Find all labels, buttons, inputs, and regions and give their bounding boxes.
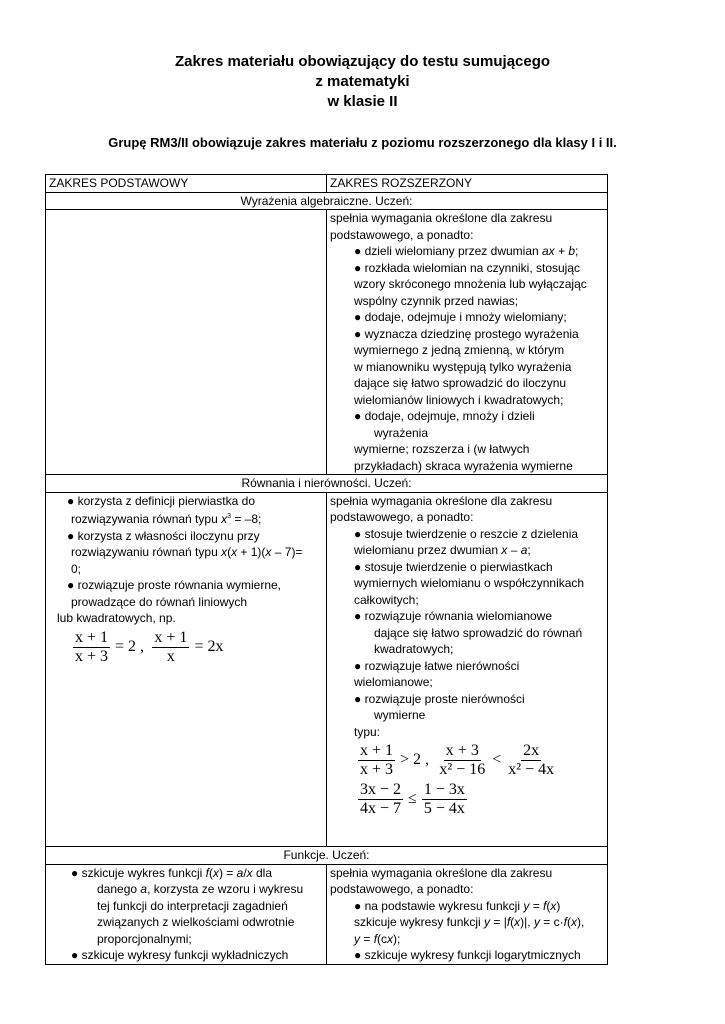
scope-table [45,174,608,965]
bullet-icon: ● [67,493,75,508]
list-item-cont: w mianowniku występują tylko wyrażenia [354,359,572,374]
intro-line: spełnia wymagania określone dla zakresu [330,865,553,880]
bullet-icon: ● [354,609,362,623]
list-item-cont: szkicuje wykresy funkcji y = |f(x)|, y = c·f(x), [354,915,585,929]
table-header-row [46,175,608,193]
intro-line: podstawowego, a ponadto: [330,510,474,524]
list-item-cont: wymiernych wielomianu o współczynnikach [354,576,585,590]
inequality-1: $\frac{x + 1}{x + 3}$ > 2 , [360,742,430,778]
table-row-equations [46,492,608,847]
list-item: ● rozwiązuje równania wielomianowe [354,609,553,623]
list-item-cont: wymierne [374,708,426,722]
bullet-icon: ● [354,526,362,541]
list-item: ● rozwiązuje proste równania wymierne, [67,578,282,592]
cell-extended-algebra [327,210,608,475]
list-item-cont: prowadzące do równań liniowych [71,594,248,609]
list-item-cont: lub kwadratowych, np. [57,611,176,625]
list-item-cont: wymierne; rozszerza i (w łatwych [354,442,530,456]
list-item: ● szkicuje wykresy funkcji wykładniczych [71,948,289,962]
list-item: ● dodaje, odejmuje i mnoży wielomiany; [354,310,567,324]
list-item: ● rozkłada wielomian na czynniki, stosując [354,260,581,275]
bullet-icon: ● [354,244,362,258]
list-item: ● wyznacza dziedzinę prostego wyrażenia [354,326,579,341]
header-extended: ZAKRES ROZSZERZONY [327,175,608,193]
list-item-cont: tej funkcji do interpretacji zagadnień [97,898,288,913]
inequality-2: $\frac{x + 3}{\text{x² − 16}}$ < $\frac{2x}{\text{x² − 4x}}$ [439,742,555,778]
bullet-icon: ● [71,865,79,880]
bullet-icon: ● [67,578,75,592]
intro-line: spełnia wymagania określone dla zakresu [330,211,553,225]
title-line-1: Zakres materiału obowiązujący do testu sumującego [174,53,551,70]
list-item-cont: wielomianowe; [354,675,433,689]
list-item-cont: rozwiązywaniu równań typu x(x + 1)(x – 7)= [71,545,303,559]
list-item-cont: proporcjonalnymi; [97,931,192,946]
list-item: ● dodaje, odejmuje, mnoży i dzieli [354,409,535,423]
bullet-icon: ● [67,528,75,543]
list-item-cont: całkowitych; [354,592,419,607]
list-item-cont: wymiernego z jedną zmienną, w którym [354,343,565,357]
list-item: ● dzieli wielomiany przez dwumian ax + b; [354,244,579,258]
cell-basic-equations [46,492,327,847]
title-line-3: w klasie II [327,93,398,110]
list-item: ● korzysta z definicji pierwiastka do [67,493,255,508]
list-item: ● stosuje twierdzenie o reszcie z dzielenia [354,526,579,541]
list-item-cont: danego a, korzysta ze wzoru i wykresu [97,882,304,896]
bullet-icon: ● [354,260,362,275]
cell-extended-equations [327,492,608,847]
section-title-equations: Równania i nierówności. Uczeń: [46,475,608,493]
equation-1: $\frac{x + 1}{x + 3}$ = 2 , [75,628,145,665]
table-row-functions [46,864,608,964]
document-title [0,52,725,112]
inequality-examples [356,742,604,779]
section-title-functions: Funkcje. Uczeń: [46,847,608,865]
list-item-cont: 0; [71,561,82,576]
bullet-icon: ● [354,691,362,706]
title-line-2: z matematyki [315,73,410,90]
bullet-icon: ● [354,409,362,423]
list-item-cont: wyrażenia [374,425,429,440]
list-item: ● rozwiązuje łatwe nierówności [354,658,520,673]
bullet-icon: ● [354,948,362,962]
list-item: ● stosuje twierdzenie o pierwiastkach [354,559,553,574]
list-item: ● szkicuje wykres funkcji f(x) = a/x dla [71,865,273,880]
list-item-cont: przykładach) skraca wyrażenia wymierne [354,458,573,473]
list-item-cont: dające się łatwo sprowadzić do iloczynu [354,376,567,390]
equation-examples [71,629,323,666]
list-item-cont: rozwiązywania równań typu $x^3 = -8$; [71,512,262,526]
list-item-cont: typu: [354,724,381,739]
bullet-icon: ● [354,898,362,913]
list-item-cont: kwadratowych; [374,642,454,656]
intro-line: podstawowego, a ponadto: [330,227,474,242]
list-item-cont: wzory skróconego mnożenia lub wyłączając [354,277,587,291]
group-note: Grupę RM3/II obowiązuje zakres materiału z poziomu rozszerzonego dla klasy I i II. [108,135,617,150]
section-title-algebra: Wyrażenia algebraiczne. Uczeń: [46,192,608,210]
equation-2: $\frac{x + 1}{x}$ = 2x [154,628,224,665]
inequality-examples [356,781,604,818]
cell-basic-functions [46,864,327,964]
list-item-cont: wielomianu przez dwumian x – a; [354,543,531,557]
section-row-functions [46,847,608,865]
bullet-icon: ● [354,559,362,574]
list-item: ● rozwiązuje proste nierówności [354,691,525,706]
list-item: ● korzysta z własności iloczynu przy [67,528,260,543]
list-item-cont: dające się łatwo sprowadzić do równań [374,625,583,640]
list-item-cont: związanych z wielkościami odwrotnie [97,915,295,929]
list-item: ● na podstawie wykresu funkcji y = f(x) [354,898,561,913]
section-row-algebra [46,192,608,210]
list-item-cont: wielomianów liniowych i kwadratowych; [354,392,564,407]
bullet-icon: ● [354,326,362,341]
intro-line: spełnia wymagania określone dla zakresu [330,493,553,508]
section-row-equations [46,475,608,493]
table-row-algebra [46,210,608,475]
cell-extended-functions [327,864,608,964]
cell-basic-algebra [46,210,327,475]
list-item-cont: y = f(cx); [354,931,401,946]
list-item-cont: wspólny czynnik przed nawias; [354,293,519,308]
bullet-icon: ● [71,948,79,962]
bullet-icon: ● [354,310,362,324]
header-basic: ZAKRES PODSTAWOWY [46,175,327,193]
list-item: ● szkicuje wykresy funkcji logarytmicznych [354,948,581,962]
inequality-3: $\frac{3x - 2}{4x - 7}$ ≤ $\frac{1 - 3x}{5 - 4x}$ [360,781,465,817]
intro-line: podstawowego, a ponadto: [330,882,474,896]
bullet-icon: ● [354,658,362,673]
